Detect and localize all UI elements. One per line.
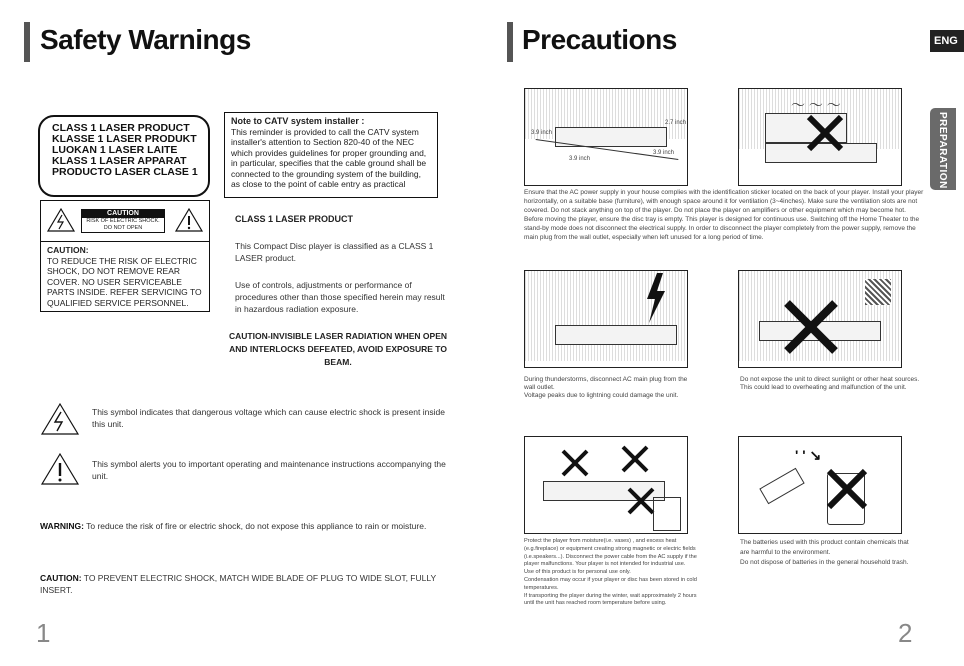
moisture-line: player malfunctions. Your player is not intended for industrial use. (524, 561, 686, 568)
caution-body (41, 242, 209, 311)
sunlight-illustration (738, 270, 902, 368)
exclamation-warning-icon (40, 452, 80, 486)
exclamation-warning-icon (175, 207, 203, 233)
thunderstorm-illustration (524, 270, 688, 368)
moisture-line: until the unit has reached room temperature before using. (524, 600, 667, 607)
moisture-illustration (524, 436, 688, 534)
battery-text (740, 538, 910, 568)
catv-note-box (224, 112, 438, 198)
caution2-label: CAUTION: (40, 573, 82, 583)
ventilation-illustration (524, 88, 688, 186)
page-title-precautions: Precautions (522, 24, 677, 55)
moisture-text (524, 538, 714, 608)
battery-text-2: Do not dispose of batteries in the general household trash. (740, 559, 909, 566)
title-bar (507, 22, 513, 62)
battery-text-1: The batteries used with this product contain chemicals that are harmful to the environment. (740, 539, 909, 556)
side-tab (930, 108, 956, 190)
sunlight-text-1: Do not expose the unit to direct sunlight or other heat sources. (740, 376, 920, 383)
radiation-warning: CAUTION-INVISIBLE LASER RADIATION WHEN OPEN AND INTERLOCKS DEFEATED, AVOID EXPOSURE TO BEAM. (228, 331, 447, 367)
symbol2-description: This symbol alerts you to important operating and maintenance instructions accompanying the unit. (92, 459, 446, 481)
laser-line: KLASSE 1 LASER PRODUKT (52, 133, 197, 145)
no-stacking-illustration (738, 88, 902, 186)
caution2-text: TO PREVENT ELECTRIC SHOCK, MATCH WIDE BLADE OF PLUG TO WIDE SLOT, FULLY INSERT. (40, 573, 436, 595)
symbol1-description: This symbol indicates that dangerous voltage which can cause electric shock is present inside this unit. (92, 407, 445, 429)
moisture-line: Use of this product is for personal use only. (524, 569, 631, 576)
caution-label-title: CAUTION (81, 209, 165, 218)
moisture-line: (i.e.speakers...). Disconnect the power cable from the AC supply if the (524, 553, 697, 560)
sun-icon (865, 279, 891, 305)
thunderstorm-text-1: During thunderstorms, disconnect AC main plug from the wall outlet. (524, 376, 688, 391)
heat-wave-icon: 〜 〜 〜 (791, 97, 841, 113)
lightning-icon (643, 273, 667, 323)
laser-line: LUOKAN 1 LASER LAITE (52, 144, 178, 156)
laser-line: KLASS 1 LASER APPARAT (52, 155, 187, 167)
dimension-label: 2.7 inch (665, 120, 687, 126)
class1-paragraph-1: This Compact Disc player is classified as a CLASS 1 LASER product. (235, 241, 434, 263)
moisture-line: Protect the player from moisture(i.e. vases) , and excess heat (524, 538, 677, 544)
prohibited-x-icon (805, 113, 845, 153)
prohibited-x-icon (615, 439, 655, 479)
moisture-line: (e.g.fireplace) or equipment creating strong magnetic or electric fields (524, 545, 696, 552)
title-bar (24, 22, 30, 62)
caution-label-plate (81, 209, 165, 233)
sunlight-text (740, 376, 920, 392)
lightning-warning-icon (47, 207, 75, 233)
player-device (555, 325, 677, 345)
caution-label-area (41, 201, 209, 242)
warning-statement (40, 520, 460, 532)
prohibited-x-icon (823, 465, 871, 513)
moisture-line: If transporting the player during the winter, wait approximately 2 hours (524, 592, 697, 599)
battery-icon (759, 468, 804, 505)
moisture-line: Condensation may occur if your player or disc has been stored in cold (524, 576, 697, 583)
warning-text: To reduce the risk of fire or electric shock, do not expose this appliance to rain or moisture. (86, 521, 427, 531)
sunlight-text-2: This could lead to overheating and malfunction of the unit. (740, 384, 907, 391)
thunderstorm-text-2: Voltage peaks due to lightning could damage the unit. (524, 392, 679, 399)
caution2-statement (40, 572, 460, 596)
motion-lines-icon: ' ' ↘ (795, 447, 822, 463)
page-number-left: 1 (36, 618, 51, 648)
class1-paragraph-2: Use of controls, adjustments or performance of procedures other than those specified herein may result in hazardous radiation exposure. (235, 280, 445, 314)
catv-title: Note to CATV system installer : (231, 116, 365, 126)
lightning-warning-icon (40, 402, 80, 436)
laser-line: PRODUCTO LASER CLASE 1 (52, 166, 198, 178)
language-badge: ENG (930, 30, 964, 52)
caution-label-sub2: DO NOT OPEN (103, 225, 143, 231)
caution-text: TO REDUCE THE RISK OF ELECTRIC SHOCK, DO NOT REMOVE REAR COVER. NO USER SERVICEABLE PARTS INSIDE. REFER SERVICING TO QUALIFIED SERVICE PERSONNEL. (47, 255, 202, 308)
dimension-label: 3.9 inch (569, 156, 591, 162)
page-number-right: 2 (898, 618, 913, 648)
caution-heading: CAUTION: (47, 245, 89, 255)
prohibited-x-icon (781, 297, 841, 357)
catv-text: This reminder is provided to call the CATV system installer's attention to Section 820-40 of the NEC which provides guidelines for proper grounding and, in particular, specifies that the cable ground shall be connected to the grounding system of the building, as close to the point of cable entry as practical (231, 126, 427, 189)
class1-heading: CLASS 1 LASER PRODUCT (235, 214, 354, 224)
caution-label-sub1: RISK OF ELECTRIC SHOCK. (86, 218, 160, 224)
dimension-label: 3.9 inch (531, 130, 553, 136)
laser-product-label (38, 115, 210, 197)
caution-label-sub (81, 218, 165, 233)
side-tab-label: PREPARATION (937, 112, 948, 189)
page-title-safety-warnings: Safety Warnings (40, 24, 251, 55)
dimension-label: 3.9 inch (653, 150, 675, 156)
battery-disposal-illustration (738, 436, 902, 534)
caution-box (40, 200, 210, 312)
ventilation-text: Ensure that the AC power supply in your house complies with the identification sticker located on the back of your player. Install your player horizontally, on a suitable base (furniture), with enough space around it for ventilation (3~4inches). Make sure the ventilation slots are not covered. Do not stack anything on top of the player. Do not place the player on amplifiers or other equipment which may become hot. Before moving the player, ensure the disc tray is empty. This player is designed for continuous use. Switching off the Home Theater to the stand-by mode does not disconnect the electrical supply. In order to disconnect the player completely from the power supply, remove the main plug from the wall outlet, especially when left unused for a long period of time. (524, 189, 924, 241)
thunderstorm-text (524, 376, 694, 400)
moisture-line: temperatures. (524, 584, 559, 591)
prohibited-x-icon (555, 443, 595, 483)
speaker-icon (653, 497, 681, 531)
laser-line: CLASS 1 LASER PRODUCT (52, 122, 190, 134)
warning-label: WARNING: (40, 521, 84, 531)
